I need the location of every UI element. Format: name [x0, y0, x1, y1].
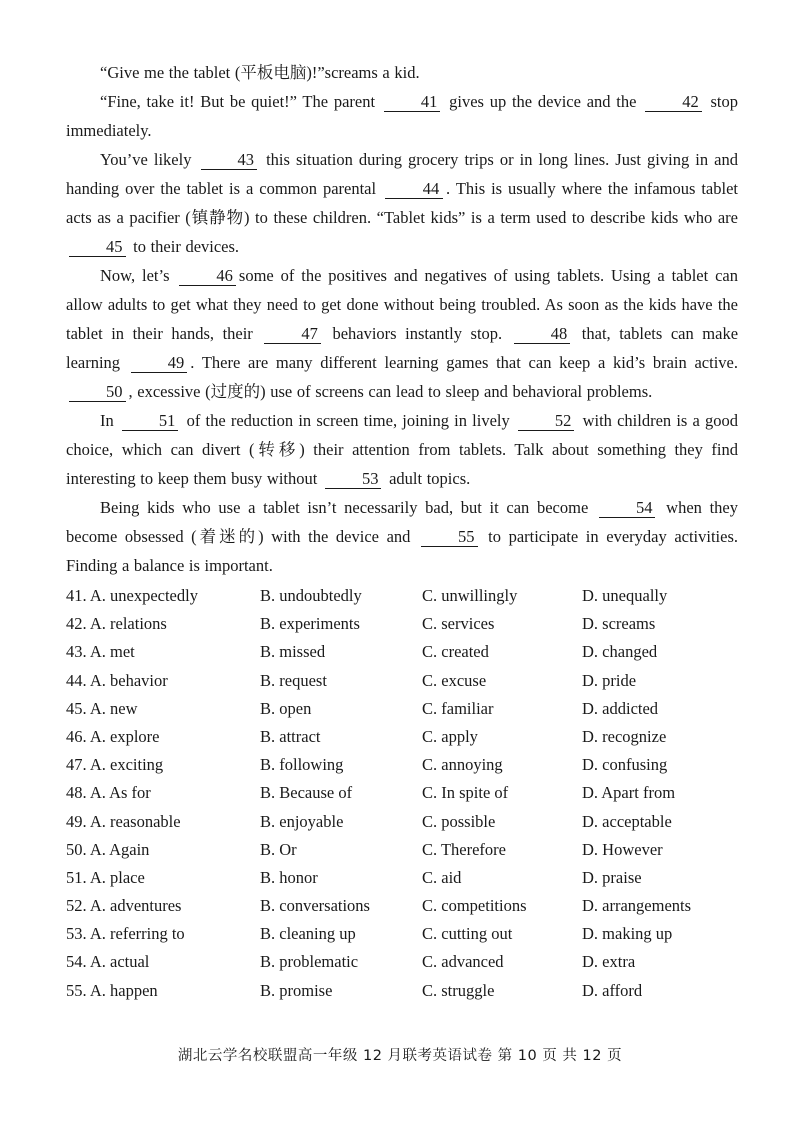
- blank-55: 55: [421, 527, 478, 547]
- option-row-54: [66, 948, 738, 976]
- passage-text: “Give me the tablet (平板电脑)!”screams a kid.: [100, 63, 420, 82]
- passage-text: gives up the device and the: [449, 92, 637, 111]
- option-c: C. Therefore: [422, 839, 506, 859]
- option-b: B. enjoyable: [260, 811, 344, 831]
- passage-text: You’ve likely: [100, 150, 192, 169]
- option-c: C. excuse: [422, 670, 487, 690]
- passage-text: some of the positives and negatives of using tablets. Using a tablet can allow adults to get what they need to get done without being troubled. As soon as the kids have the tablet in their hands, their: [66, 266, 738, 343]
- option-b: B. following: [260, 755, 344, 775]
- passage-paragraph-1: [66, 58, 738, 87]
- option-a: 47. A. exciting: [66, 755, 164, 775]
- blank-49: 49: [131, 353, 188, 373]
- option-row-42: [66, 610, 738, 638]
- option-row-49: [66, 808, 738, 836]
- option-row-51: [66, 864, 738, 892]
- option-row-55: [66, 977, 738, 1005]
- option-c: C. annoying: [422, 755, 503, 775]
- option-b: B. honor: [260, 867, 318, 887]
- option-d: D. extra: [582, 952, 636, 972]
- option-d: D. recognize: [582, 726, 667, 746]
- option-a: 50. A. Again: [66, 839, 150, 859]
- passage-text: with children is a good choice, which can divert (转移) their attention from tablets. Talk about something they find interesting to keep them busy without: [66, 411, 738, 488]
- option-c: C. unwillingly: [422, 586, 518, 605]
- passage-text: . There are many different learning games that can keep a kid’s brain active.: [190, 353, 738, 372]
- option-row-45: [66, 695, 738, 723]
- option-b: B. attract: [260, 726, 321, 746]
- option-b: B. undoubtedly: [260, 586, 362, 605]
- passage-text: In: [100, 411, 114, 430]
- option-c: C. cutting out: [422, 924, 513, 944]
- passage-text: , excessive (过度的) use of screens can lead to sleep and behavioral problems.: [128, 382, 653, 401]
- option-b: B. Or: [260, 839, 297, 859]
- option-row-52: [66, 892, 738, 920]
- answer-options: [66, 582, 738, 1005]
- passage-text: this situation during grocery trips or in long lines. Just giving in and handing over the tablet is a common parental: [66, 150, 738, 198]
- blank-50: 50: [69, 382, 126, 402]
- blank-42: 42: [645, 92, 702, 112]
- option-row-47: [66, 751, 738, 779]
- option-a: 46. A. explore: [66, 726, 160, 746]
- option-b: B. open: [260, 698, 312, 718]
- blank-53: 53: [325, 469, 382, 489]
- option-d: D. praise: [582, 867, 642, 887]
- option-row-50: [66, 836, 738, 864]
- blank-52: 52: [518, 411, 575, 431]
- option-d: D. acceptable: [582, 811, 672, 831]
- option-d: D. However: [582, 839, 663, 859]
- option-d: D. screams: [582, 614, 656, 634]
- option-a: 45. A. new: [66, 698, 138, 718]
- blank-47: 47: [264, 324, 321, 344]
- option-c: C. aid: [422, 867, 462, 887]
- passage-text: to their devices.: [133, 237, 240, 256]
- option-a: 41. A. unexpectedly: [66, 586, 198, 605]
- option-row-44: [66, 667, 738, 695]
- exam-page: [66, 58, 738, 1005]
- option-c: C. possible: [422, 811, 496, 831]
- option-c: C. struggle: [422, 980, 495, 1000]
- option-a: 51. A. place: [66, 867, 145, 887]
- option-row-48: [66, 779, 738, 807]
- option-b: B. request: [260, 670, 327, 690]
- passage-text: that, tablets can make learning: [66, 324, 739, 372]
- option-c: C. apply: [422, 726, 478, 746]
- option-d: D. Apart from: [582, 783, 676, 803]
- option-row-41: [66, 582, 738, 610]
- option-b: B. experiments: [260, 614, 360, 634]
- option-d: D. addicted: [582, 698, 659, 718]
- option-row-53: [66, 920, 738, 948]
- passage-text: behaviors instantly stop.: [332, 324, 503, 343]
- option-d: D. confusing: [582, 755, 668, 775]
- option-d: D. changed: [582, 642, 658, 662]
- passage-text: to participate in everyday activities. Finding a balance is important.: [66, 527, 739, 575]
- passage-text: “Fine, take it! But be quiet!” The parent: [100, 92, 376, 111]
- option-c: C. familiar: [422, 698, 494, 718]
- option-d: D. afford: [582, 980, 643, 1000]
- option-c: C. created: [422, 642, 489, 662]
- option-c: C. competitions: [422, 896, 527, 916]
- passage-text: Being kids who use a tablet isn’t necessarily bad, but it can become: [100, 498, 589, 517]
- option-a: 44. A. behavior: [66, 670, 168, 690]
- option-b: B. Because of: [260, 783, 353, 803]
- blank-48: 48: [514, 324, 571, 344]
- blank-54: 54: [599, 498, 656, 518]
- passage-paragraph-4: [66, 261, 738, 406]
- option-a: 52. A. adventures: [66, 896, 182, 916]
- option-b: B. cleaning up: [260, 924, 356, 944]
- blank-46: 46: [179, 266, 236, 286]
- passage-paragraph-6: [66, 493, 738, 580]
- option-d: D. making up: [582, 924, 673, 944]
- blank-45: 45: [69, 237, 126, 257]
- passage-text: adult topics.: [389, 469, 471, 488]
- option-d: D. unequally: [582, 586, 668, 605]
- option-row-46: [66, 723, 738, 751]
- blank-41: 41: [384, 92, 441, 112]
- option-b: B. missed: [260, 642, 326, 662]
- passage-text: stop immediately.: [66, 92, 738, 140]
- option-b: B. problematic: [260, 952, 359, 972]
- blank-43: 43: [201, 150, 258, 170]
- passage-paragraph-5: [66, 406, 738, 493]
- option-row-43: [66, 638, 738, 666]
- passage-text: when they become obsessed (着迷的) with the device and: [66, 498, 738, 546]
- option-b: B. conversations: [260, 896, 370, 916]
- option-a: 53. A. referring to: [66, 924, 185, 944]
- option-c: C. advanced: [422, 952, 504, 972]
- option-a: 55. A. happen: [66, 980, 158, 1000]
- passage-paragraph-3: [66, 145, 738, 261]
- option-c: C. In spite of: [422, 783, 509, 803]
- option-a: 42. A. relations: [66, 614, 167, 634]
- option-a: 48. A. As for: [66, 783, 151, 803]
- option-a: 43. A. met: [66, 642, 135, 662]
- passage-text: Now, let’s: [100, 266, 170, 285]
- option-c: C. services: [422, 614, 495, 634]
- passage-text: . This is usually where the infamous tablet acts as a pacifier (镇静物) to these children. “Tablet kids” is a term used to describe kids who are: [66, 179, 738, 227]
- blank-44: 44: [385, 179, 443, 199]
- passage-paragraph-2: [66, 87, 738, 145]
- blank-51: 51: [122, 411, 179, 431]
- page-footer: 湖北云学名校联盟高一年级 12 月联考英语试卷 第 10 页 共 12 页: [177, 1048, 623, 1064]
- option-d: D. arrangements: [582, 896, 692, 916]
- option-b: B. promise: [260, 980, 333, 1000]
- option-a: 49. A. reasonable: [66, 811, 181, 831]
- option-d: D. pride: [582, 670, 637, 690]
- option-a: 54. A. actual: [66, 952, 150, 972]
- passage-text: of the reduction in screen time, joining in lively: [186, 411, 510, 430]
